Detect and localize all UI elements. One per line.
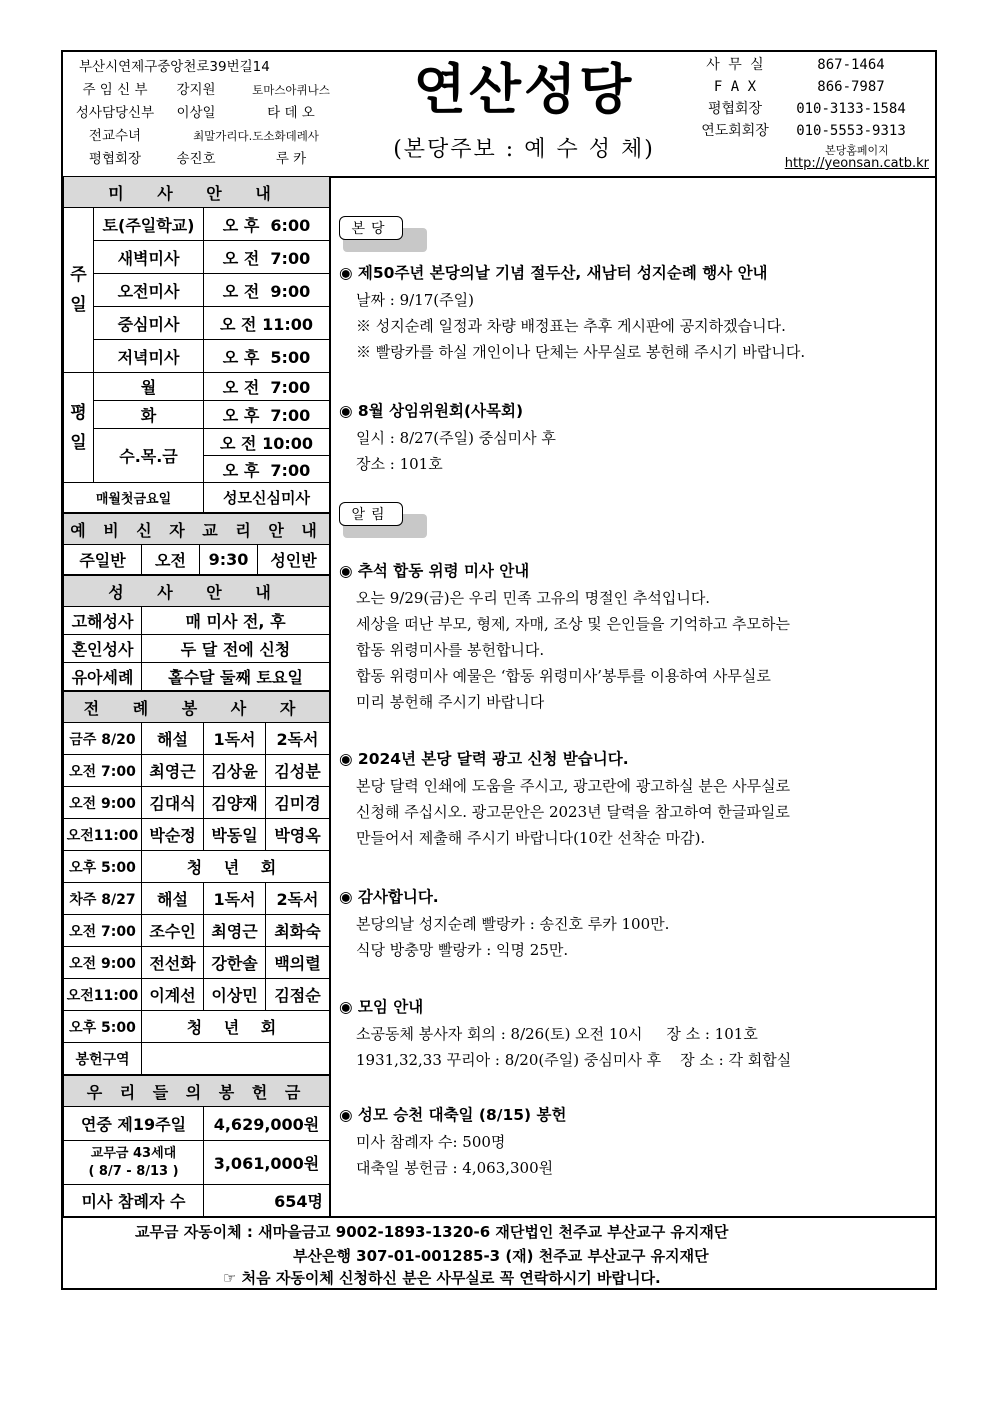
tag-notice: 알림 [339, 502, 403, 526]
notice-committee: ◉ 8월 상임위원회(사목회) 일시 : 8/27(주일) 중심미사 후 장소 : 101호 [339, 402, 556, 473]
notice-calendar-ad: ◉ 2024년 본당 달력 광고 신청 받습니다. 본당 달력 인쇄에 도움을 주시고, 광고란에 광고하실 분은 사무실로 신청해 주십시오. 광고문안은 2023년 달력을 참고하여 한글파일로 만들어서 제출해 주시기 바랍니다(10칸 선착순 마감). [339, 750, 791, 847]
assistant-priest-row: 성사담당신부 이상일 타 데 오 [75, 105, 315, 121]
offering-table: 우 리 들 의 봉 헌 금 연중 제19주일 4,629,000원 교무금 43세대 ( 8/7 - 8/13 ) 3,061,000원 미사 참례자 수 654명 [63, 1075, 330, 1217]
contact-yeondo: 연도회회장 010-5553-9313 [701, 123, 906, 139]
catechumen-table: 예 비 신 자 교 리 안 내 주일반 오전 9:30 성인반 [63, 513, 330, 575]
notice-pilgrimage: ◉ 제50주년 본당의날 기념 절두산, 새남터 성지순례 행사 안내 날짜 : 9/17(주일) ※ 성지순례 일정과 차량 배정표는 추후 게시판에 공지하겠습니다. ※ 빨랑카를 하실 개인이나 단체는 사무실로 봉헌해 주시기 바랍니다. [339, 264, 806, 361]
homepage-link[interactable]: http://yeonsan.catb.kr [784, 156, 929, 171]
contact-council: 평협회장 010-3133-1584 [707, 101, 906, 117]
homepage: 본당홈페이지 http://yeonsan.catb.kr [784, 144, 929, 171]
sisters-row: 전교수녀 최말가리다.도소화데레사 [88, 128, 319, 144]
page-subtitle: (본당주보 : 예 수 성 체) [393, 137, 655, 162]
contacts [689, 54, 933, 171]
sacrament-table: 성 사 안 내 고해성사 매 미사 전, 후 혼인성사 두 달 전에 신청 유아세례 홀수달 둘째 토요일 [63, 575, 330, 691]
liturgy-title: 전 례 봉 사 자 [64, 692, 330, 723]
catechumen-title: 예 비 신 자 교 리 안 내 [64, 514, 330, 545]
mass-schedule-table: 미 사 안 내 주일 토(주일학교) 오 후 6:00 새벽미사 오 전 7:00 오전미사 오 전 9:00 중심미사 오 전 11:00 저녁미사 오 후 5:00 평일 월 오 전 7:00 화 오 후 7:00 수.목.금 오 전 10:00 오 후 7:00 매월첫금요일 성모신심미사 [63, 176, 330, 513]
page-title: 연산성당 [413, 57, 635, 121]
weekday-label: 평일 [64, 373, 94, 483]
contact-office: 사 무 실 867-1464 [706, 57, 885, 73]
mass-schedule-title: 미 사 안 내 [64, 177, 330, 208]
footer [63, 1216, 935, 1290]
bulletin-frame [61, 50, 937, 1290]
parish-address: 부산시연제구중앙천로39번길14 [79, 59, 270, 75]
notice-meetings: ◉ 모임 안내 소공동체 봉사자 회의 : 8/26(토) 오전 10시 장 소 : 101호 1931,32,33 꾸리아 : 8/20(주일) 중심미사 후 장 소 : 각 회합실 [339, 998, 792, 1069]
footer-line1: 교무금 자동이체 : 새마을금고 9002-1893-1320-6 재단법인 천주교 부산교구 유지재단 [135, 1223, 729, 1241]
notice-thanks: ◉ 감사합니다. 본당의날 성지순례 빨랑카 : 송진호 루카 100만. 식당 방충망 빨랑카 : 익명 25만. [339, 888, 670, 959]
parish-info [69, 56, 359, 171]
notices-column [331, 176, 935, 1216]
header [63, 52, 935, 178]
left-column [63, 176, 331, 1216]
notice-chuseok-mass: ◉ 추석 합동 위령 미사 안내 오는 9/29(금)은 우리 민족 고유의 명절인 추석입니다. 세상을 떠난 부모, 형제, 자매, 조상 및 은인들을 기억하고 추모하는 합동 위령미사를 봉헌합니다. 합동 위령미사 예물은 ‘합동 위령미사’봉투를 이용하여 사무실로 미리 봉헌해 주시기 바랍니다 [339, 562, 790, 711]
pastor-row: 주 임 신 부 강지원 토마스아퀴나스 [82, 82, 330, 98]
contact-fax: F A X 866-7987 [713, 79, 885, 95]
notice-assumption: ◉ 성모 승천 대축일 (8/15) 봉헌 미사 참례자 수: 500명 대축일 봉헌금 : 4,063,300원 [339, 1106, 567, 1177]
footer-line2: 부산은행 307-01-001285-3 (재) 천주교 부산교구 유지재단 [293, 1247, 709, 1265]
liturgy-table: 전 례 봉 사 자 금주 8/20 해설 1독서 2독서 오전 7:00 최영근 김상윤 김성분 오전 9:00 김대식 김양재 김미경 오전11:00 박순정 박동일 박영옥 오후 5:00 청 년 회 차주 8/27 해설 1독서 2독서 오전 7:00 조수인 최영근 최화숙 오전 9:00 전선화 강한솔 백의렬 오전11:00 이계선 이상민 김점순 오후 5:00 청 년 회 봉헌구역 [63, 691, 330, 1075]
sunday-label: 주일 [64, 208, 94, 373]
sacrament-title: 성 사 안 내 [64, 576, 330, 607]
tag-parish: 본당 [339, 216, 403, 240]
footer-line3: ☞ 처음 자동이체 신청하신 분은 사무실로 꼭 연락하시기 바랍니다. [223, 1269, 661, 1287]
council-president-row: 평협회장 송진호 루 카 [88, 151, 307, 167]
offering-title: 우 리 들 의 봉 헌 금 [64, 1076, 330, 1107]
